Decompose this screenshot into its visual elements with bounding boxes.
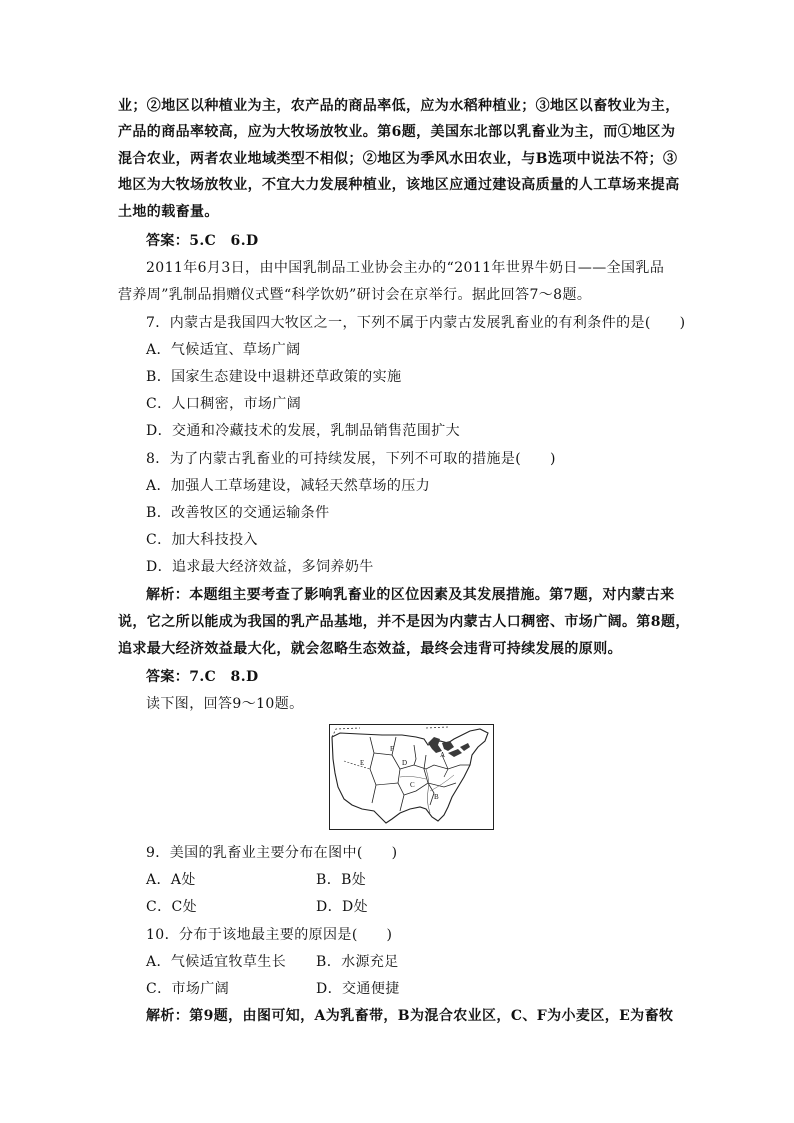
- usa-agriculture-map: [329, 724, 494, 830]
- question-10-option-row-1: [146, 952, 399, 972]
- analysis-prev-line-3: 混合农业，两者农业地域类型不相似；②地区为季风水田农业，与B选项中说法不符；③: [118, 151, 678, 167]
- question-9-option-row-1: [146, 870, 367, 890]
- question-9-option-row-2: [146, 897, 369, 917]
- question-8-option-d: D．追求最大经济效益，多饲养奶牛: [146, 559, 374, 575]
- analysis-3-line-1: 解析：第9题，由图可知，A为乳畜带，B为混合农业区，C、F为小麦区，E为畜牧: [146, 1008, 674, 1024]
- answer-7-8: 答案：7.C 8.D: [146, 669, 259, 685]
- question-8-option-c: C．加大科技投入: [146, 532, 258, 548]
- question-10-option-d: D．交通便捷: [316, 981, 400, 997]
- question-9-option-b: B．B处: [316, 872, 367, 888]
- analysis-2-line-3: 追求最大经济效益最大化，就会忽略生态效益，最终会违背可持续发展的原则。: [118, 641, 622, 657]
- question-9-option-a: A．A处: [146, 872, 196, 888]
- question-8-option-b: B．改善牧区的交通运输条件: [146, 505, 330, 521]
- read-map-instruction: 读下图，回答9～10题。: [146, 696, 304, 712]
- analysis-prev-line-2: 产品的商品率较高，应为大牧场放牧业。第6题，美国东北部以乳畜业为主，而①地区为: [118, 124, 676, 140]
- analysis-prev-line-5: 土地的载畜量。: [118, 204, 219, 220]
- intro-line-1: 2011年6月3日，由中国乳制品工业协会主办的“2011年世界牛奶日——全国乳品: [146, 260, 665, 276]
- question-8-stem: 8．为了内蒙古乳畜业的可持续发展，下列不可取的措施是( ): [146, 451, 556, 467]
- question-9-stem: 9．美国的乳畜业主要分布在图中( ): [146, 845, 398, 861]
- analysis-2-line-1: 解析：本题组主要考查了影响乳畜业的区位因素及其发展措施。第7题，对内蒙古来: [146, 587, 675, 603]
- question-9-option-c: C．C处: [146, 899, 198, 915]
- map-label-b: B: [434, 793, 439, 801]
- question-9-option-d: D．D处: [316, 899, 369, 915]
- answer-5-6: 答案：5.C 6.D: [146, 233, 259, 249]
- question-7-stem: 7．内蒙古是我国四大牧区之一，下列不属于内蒙古发展乳畜业的有利条件的是( ): [146, 315, 686, 331]
- question-7-option-a: A．气候适宜、草场广阔: [146, 342, 301, 358]
- question-7-option-c: C．人口稠密，市场广阔: [146, 396, 302, 412]
- map-label-d: D: [402, 759, 408, 767]
- question-10-stem: 10．分布于该地最主要的原因是( ): [146, 927, 393, 943]
- map-label-c: C: [410, 781, 415, 789]
- analysis-prev-line-4: 地区为大牧场放牧业，不宜大力发展种植业，该地区应通过建设高质量的人工草场来提高: [118, 177, 680, 193]
- map-label-f: F: [390, 745, 394, 753]
- question-10-option-c: C．市场广阔: [146, 981, 230, 997]
- question-10-option-row-2: [146, 979, 400, 999]
- question-7-option-d: D．交通和冷藏技术的发展，乳制品销售范围扩大: [146, 423, 461, 439]
- question-10-option-b: B．水源充足: [316, 954, 399, 970]
- map-label-e: E: [360, 759, 365, 767]
- question-8-option-a: A．加强人工草场建设，减轻天然草场的压力: [146, 478, 431, 494]
- question-7-option-b: B．国家生态建设中退耕还草政策的实施: [146, 369, 402, 385]
- question-10-option-a: A．气候适宜牧草生长: [146, 954, 287, 970]
- intro-line-2: 营养周”乳制品捐赠仪式暨“科学饮奶”研讨会在京举行。据此回答7～8题。: [118, 287, 592, 303]
- analysis-prev-line-1: 业；②地区以种植业为主，农产品的商品率低，应为水稻种植业；③地区以畜牧业为主，: [118, 98, 680, 114]
- analysis-2-line-2: 说，它之所以能成为我国的乳产品基地，并不是因为内蒙古人口稠密、市场广阔。第8题，: [118, 614, 690, 630]
- map-label-a: A: [440, 751, 446, 759]
